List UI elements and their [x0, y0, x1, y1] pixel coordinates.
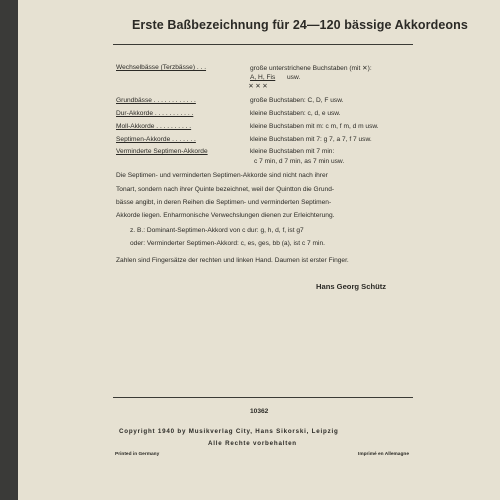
- example-line: oder: Verminderter Septimen-Akkord: c, es, ges, bb (a), ist c 7 min.: [130, 240, 325, 247]
- paragraph-line: Die Septimen- und verminderten Septimen-Akkorde sind nicht nach ihrer: [116, 172, 328, 179]
- cross-mark-icon: ✕: [262, 83, 269, 90]
- example-line: z. B.: Dominant-Septimen-Akkord von c dur: g, h, d, f, ist g7: [130, 227, 304, 234]
- definition-label-wechselbaesse: Wechselbässe (Terzbässe) . . .: [116, 64, 207, 71]
- page-title: Erste Baßbezeichnung für 24—120 bässige Akkordeons: [132, 18, 468, 32]
- printed-in-germany: Printed in Germany: [115, 452, 160, 457]
- wechsel-example-suffix: usw.: [287, 74, 301, 81]
- definition-label-dur: Dur-Akkorde . . . . . . . . . . .: [116, 110, 194, 117]
- definition-label-vermindert: Verminderte Septimen-Akkorde: [116, 148, 208, 155]
- definition-value-vermindert-cont: c 7 min, d 7 min, as 7 min usw.: [254, 158, 345, 165]
- rights-line: Alle Rechte vorbehalten: [208, 440, 297, 447]
- definition-value-wechselbaesse: große unterstrichene Buchstaben (mit ✕):: [250, 65, 372, 72]
- cross-mark-icon: ✕: [248, 83, 255, 90]
- paragraph-line: bässe angibt, in deren Reihen die Septimen- und verminderten Septimen-: [116, 199, 332, 206]
- imprime-en-allemagne: Imprimé en Allemagne: [358, 452, 410, 457]
- paragraph-line: Tonart, sondern nach ihrer Quinte bezeichnet, weil der Quintton die Grund-: [116, 186, 335, 193]
- wechsel-example-letters: A, H, Fis: [250, 74, 276, 81]
- definition-value-vermindert: kleine Buchstaben mit 7 min:: [250, 148, 335, 155]
- bottom-divider: [113, 397, 413, 398]
- cross-marks: [248, 82, 269, 90]
- top-divider: [113, 44, 413, 45]
- author-signature: Hans Georg Schütz: [316, 282, 387, 291]
- cross-mark-icon: ✕: [255, 83, 262, 90]
- definition-label-septimen: Septimen-Akkorde . . . . . . .: [116, 136, 196, 143]
- definition-value-septimen: kleine Buchstaben mit 7: g 7, a 7, f 7 usw.: [250, 136, 372, 143]
- definition-label-moll: Moll-Akkorde . . . . . . . . . .: [116, 123, 192, 130]
- document-page: [18, 0, 500, 500]
- definition-value-dur: kleine Buchstaben: c, d, e usw.: [250, 110, 341, 117]
- copyright-line: Copyright 1940 by Musikverlag City, Hans Sikorski, Leipzig: [119, 428, 339, 435]
- definition-value-moll: kleine Buchstaben mit m: c m, f m, d m usw.: [250, 123, 379, 130]
- definition-label-grundbaesse: Grundbässe . . . . . . . . . . . .: [116, 97, 196, 104]
- plate-number: 10362: [250, 408, 269, 415]
- paragraph-line: Akkorde liegen. Enharmonische Verwechslungen dienen zur Erleichterung.: [116, 212, 335, 219]
- definition-value-grundbaesse: große Buchstaben: C, D, F usw.: [250, 97, 344, 104]
- fingering-note: Zahlen sind Fingersätze der rechten und linken Hand. Daumen ist erster Finger.: [116, 257, 349, 264]
